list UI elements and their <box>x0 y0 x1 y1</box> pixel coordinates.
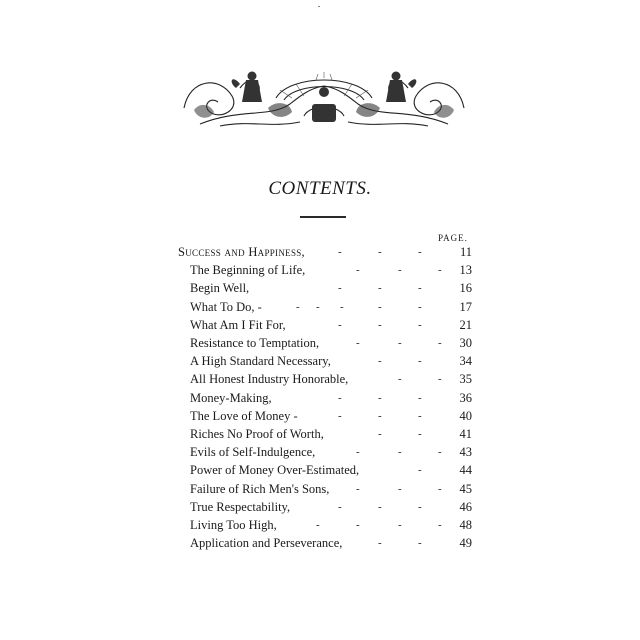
toc-entry <box>0 334 640 352</box>
toc-entry <box>0 461 640 479</box>
leader-dash: - <box>418 428 422 440</box>
contents-heading: CONTENTS. <box>268 178 372 199</box>
toc-entry <box>0 407 640 425</box>
toc-entry <box>0 261 640 279</box>
leader-dash: - <box>418 391 422 404</box>
toc-entry <box>0 352 640 370</box>
toc-entry-title: Success and Happiness, <box>178 245 305 259</box>
leader-dash: - <box>378 282 382 295</box>
toc-entry-title: All Honest Industry Honorable, <box>190 372 349 387</box>
leader-dash: - <box>418 464 422 477</box>
leader-dash: - <box>378 537 382 550</box>
leader-dash: - <box>398 519 402 531</box>
leader-dash: - <box>338 500 342 513</box>
toc-entry <box>0 370 640 388</box>
toc-entry-page-number: 49 <box>459 536 472 551</box>
leader-dash: - <box>378 428 382 440</box>
leader-dash: - <box>356 264 360 277</box>
toc-entry-title: What To Do, - <box>190 299 262 314</box>
toc-entry-title: Riches No Proof of Worth, <box>190 427 324 441</box>
toc-entry-title: The Beginning of Life, <box>190 263 306 278</box>
toc-entry-page-number: 36 <box>459 390 472 405</box>
leader-dash: - <box>418 537 422 550</box>
leader-dash: - <box>438 373 442 386</box>
leader-dash: - <box>316 519 320 531</box>
leader-dash: - <box>438 446 442 459</box>
heading-underline-rule <box>300 216 346 218</box>
toc-entry-page-number: 35 <box>459 372 472 387</box>
leader-dash: - <box>398 337 402 349</box>
toc-entry <box>0 279 640 297</box>
leader-dash: - <box>438 482 442 495</box>
toc-entry-title: Evils of Self-Indulgence, <box>190 445 316 460</box>
toc-entry-page-number: 16 <box>459 281 472 296</box>
toc-entry <box>0 534 640 552</box>
toc-entry <box>0 298 640 316</box>
leader-dash: - <box>398 482 402 495</box>
leader-dash: - <box>398 264 402 277</box>
toc-entry-page-number: 45 <box>459 481 472 496</box>
toc-entry-title: A High Standard Necessary, <box>190 354 331 369</box>
leader-dash: - <box>338 282 342 295</box>
leader-dash: - <box>338 409 342 422</box>
toc-entry-page-number: 40 <box>459 408 472 423</box>
toc-entry-page-number: 21 <box>459 317 472 332</box>
toc-entry-title: The Love of Money - <box>190 408 298 423</box>
leader-dash: - <box>438 337 442 349</box>
leader-dash: - <box>338 318 342 331</box>
leader-dash: - <box>418 500 422 513</box>
leader-dash: - <box>418 409 422 422</box>
leader-dash: - <box>378 409 382 422</box>
toc-entry-page-number: 34 <box>459 354 472 369</box>
leader-dash: - <box>296 300 300 313</box>
leader-dash: - <box>356 446 360 459</box>
leader-dash: - <box>378 500 382 513</box>
leader-dash: - <box>398 446 402 459</box>
toc-entry-page-number: 11 <box>459 245 472 259</box>
toc-entry-page-number: 44 <box>459 463 472 478</box>
leader-dash: - <box>338 391 342 404</box>
leader-dash: - <box>418 246 422 258</box>
leader-dash: - <box>418 282 422 295</box>
leader-dash: - <box>378 355 382 368</box>
paper-speck <box>318 6 320 7</box>
toc-entry <box>0 498 640 516</box>
toc-entry-page-number: 13 <box>459 263 472 278</box>
toc-entry-page-number: 43 <box>459 445 472 460</box>
leader-dash: - <box>378 246 382 258</box>
leader-dash: - <box>356 482 360 495</box>
leader-dash: - <box>378 318 382 331</box>
leader-dash: - <box>316 300 320 313</box>
decorative-headpiece-ornament <box>180 68 468 130</box>
toc-entry-title: Failure of Rich Men's Sons, <box>190 481 330 496</box>
leader-dash: - <box>340 300 344 313</box>
toc-entry-title: Power of Money Over-Estimated, <box>190 463 360 478</box>
toc-entry-title: True Respectability, <box>190 499 291 514</box>
toc-entry <box>0 316 640 334</box>
leader-dash: - <box>418 300 422 313</box>
leader-dash: - <box>418 318 422 331</box>
leader-dash: - <box>356 337 360 349</box>
toc-entry-page-number: 41 <box>459 427 472 441</box>
toc-entry-title: Application and Perseverance, <box>190 536 343 551</box>
toc-entry-title: What Am I Fit For, <box>190 317 286 332</box>
leader-dash: - <box>438 519 442 531</box>
leader-dash: - <box>378 391 382 404</box>
toc-entry-title: Money-Making, <box>190 390 272 405</box>
leader-dash: - <box>338 246 342 258</box>
toc-entry <box>0 425 640 443</box>
toc-entry-title: Resistance to Temptation, <box>190 336 320 350</box>
leader-dash: - <box>418 355 422 368</box>
toc-entry-page-number: 30 <box>459 336 472 350</box>
toc-entry <box>0 443 640 461</box>
toc-entry <box>0 516 640 534</box>
toc-entry-title: Living Too High, <box>190 518 277 532</box>
toc-entry-page-number: 46 <box>459 499 472 514</box>
toc-entry <box>0 389 640 407</box>
toc-entry <box>0 243 640 261</box>
page-column-label: PAGE. <box>438 233 468 243</box>
leader-dash: - <box>398 373 402 386</box>
toc-entry <box>0 480 640 498</box>
leader-dash: - <box>356 519 360 531</box>
toc-entry-page-number: 17 <box>459 299 472 314</box>
toc-entry-page-number: 48 <box>459 518 472 532</box>
leader-dash: - <box>378 300 382 313</box>
leader-dash: - <box>438 264 442 277</box>
toc-entry-title: Begin Well, <box>190 281 250 296</box>
